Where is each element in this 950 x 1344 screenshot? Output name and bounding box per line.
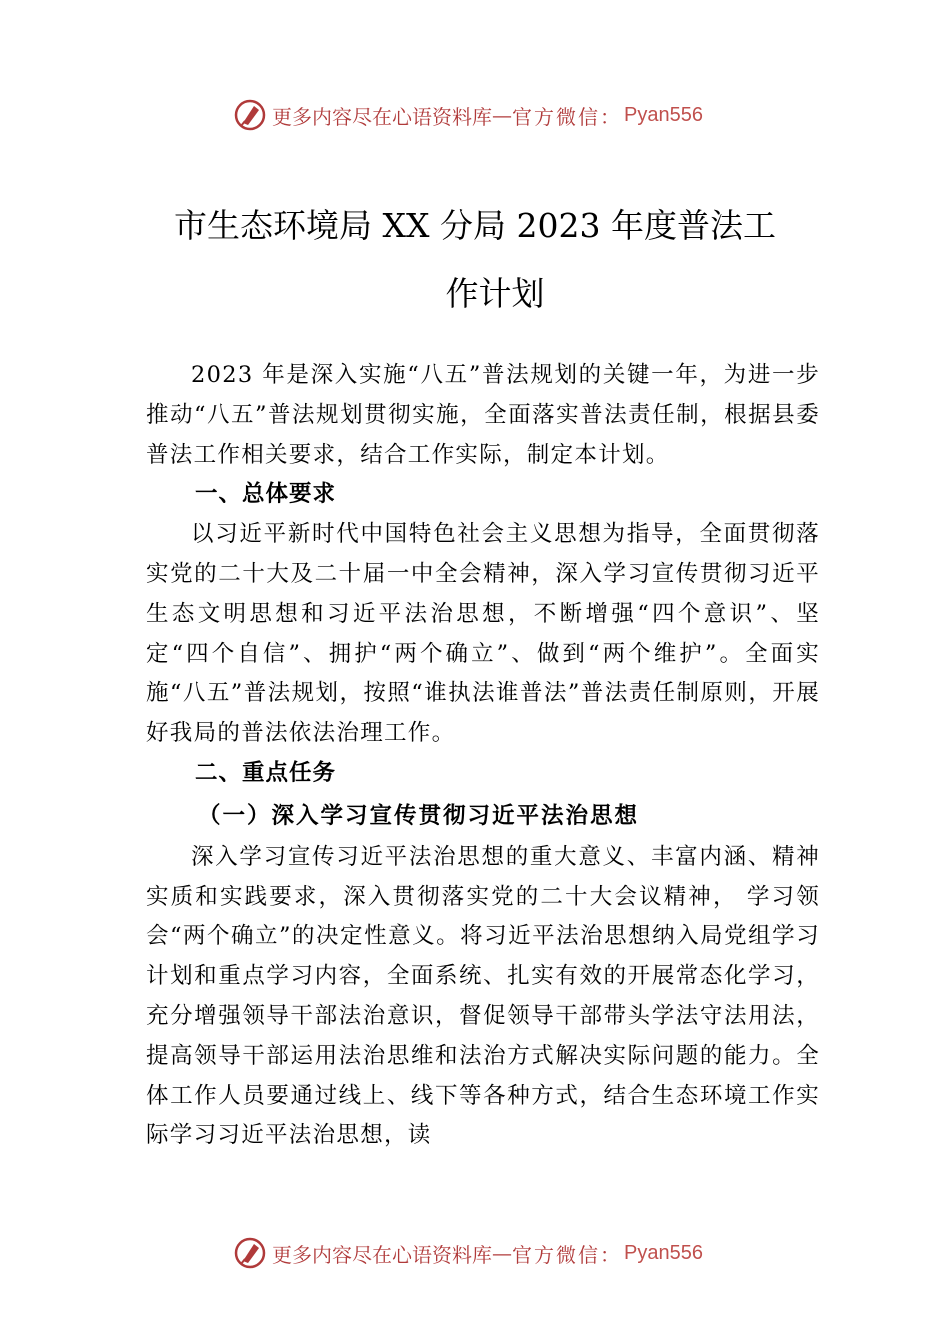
title-line-1: 市生态环境局 XX 分局 2023 年度普法工 — [174, 206, 776, 245]
watermark-separator: — — [492, 103, 512, 127]
section-1-paragraph: 以习近平新时代中国特色社会主义思想为指导，全面贯彻落实党的二十大及二十届一中全会精神，深入学习宣传贯彻习近平生态文明思想和习近平法治思想，不断增强“四个意识”、坚定“四个自信”、拥护“两个确立”、做到“两个维护”。全面实施“八五”普法规划，按照“谁执法谁普法”普法责任制原则，开展好我局的普法依法治理工作。 — [146, 521, 820, 747]
pen-nib-logo-icon — [232, 97, 268, 133]
pen-nib-logo-icon — [232, 1235, 268, 1271]
intro-paragraph: 2023 年是深入实施“八五”普法规划的关键一年，为进一步推动“八五”普法规划贯彻实施，全面落实普法责任制，根据县委普法工作相关要求，结合工作实际，制定本计划。 — [146, 362, 820, 468]
watermark-wechat-label: 官方微信： — [512, 1242, 622, 1267]
watermark-wechat-id: Pyan556 — [624, 103, 703, 126]
watermark-text: 更多内容尽在心语资料库 — [272, 104, 492, 129]
section-2-heading: 二、重点任务 — [195, 759, 337, 786]
watermark-separator: — — [492, 1241, 512, 1265]
watermark-wechat-label: 官方微信： — [512, 104, 622, 129]
document-body — [146, 356, 820, 1156]
subsection-1-paragraph: 深入学习宣传习近平法治思想的重大意义、丰富内涵、精神实质和实践要求，深入贯彻落实党的二十大会议精神， 学习领会“两个确立”的决定性意义。将习近平法治思想纳入局党组学习计划和重点学习内容，全面系统、扎实有效的开展常态化学习，充分增强领导干部法治意识，督促领导干部带头学法守法用法，提高领导干部运用法治思维和法治方式解决实际问题的能力。全体工作人员要通过线上、线下等各种方式，结合生态环境工作实际学习习近平法治思想，读 — [146, 843, 820, 1149]
section-1-heading: 一、总体要求 — [195, 481, 337, 508]
watermark-wechat-id: Pyan556 — [624, 1241, 703, 1264]
subsection-1-heading: （一）深入学习宣传贯彻习近平法治思想 — [198, 802, 640, 829]
document-title — [140, 192, 810, 328]
title-line-2: 作计划 — [445, 274, 545, 313]
watermark-text: 更多内容尽在心语资料库 — [272, 1242, 492, 1267]
watermark-banner-bottom — [232, 1233, 703, 1273]
watermark-banner-top — [232, 95, 703, 135]
